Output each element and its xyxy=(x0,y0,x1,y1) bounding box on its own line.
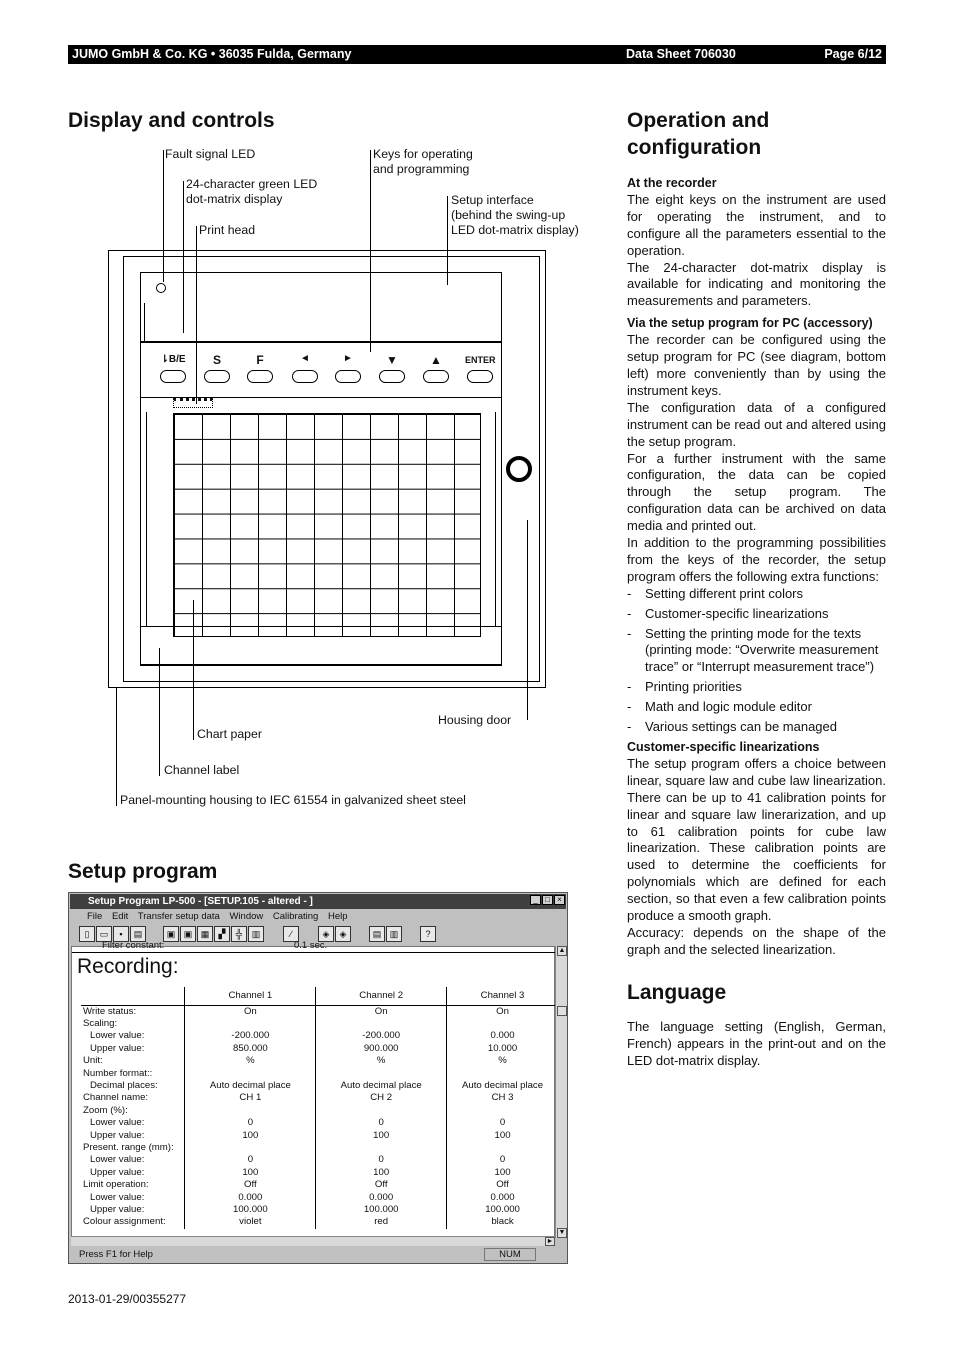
view-3-icon[interactable]: ▦ xyxy=(197,926,213,942)
row-label: Upper value: xyxy=(81,1043,185,1055)
subheading-recorder: At the recorder xyxy=(627,176,717,190)
table-row xyxy=(81,1142,559,1154)
transfer-from-icon[interactable]: ◈ xyxy=(335,926,351,942)
help-icon[interactable]: ? xyxy=(420,926,436,942)
cell-value: 100.000 xyxy=(316,1204,447,1216)
row-label: Colour assignment: xyxy=(81,1216,185,1228)
cell-value: 0 xyxy=(447,1117,559,1129)
cell-value xyxy=(185,1142,316,1154)
row-label: Decimal places: xyxy=(81,1080,185,1092)
label-keys-2: and programming xyxy=(373,162,470,176)
paragraph: The 24-character dot-matrix display is available for indicating and monitoring the measurements and parameters. xyxy=(627,259,886,309)
subheading-setup-pc: Via the setup program for PC (accessory) xyxy=(627,316,873,331)
datasheet-number: Data Sheet 706030 xyxy=(626,47,736,61)
recorder-diagram xyxy=(0,0,620,820)
menu-window[interactable]: Window xyxy=(229,911,264,922)
setup-program-window xyxy=(68,892,568,1264)
footer-docnumber: 2013-01-29/00355277 xyxy=(68,1292,187,1306)
cell-value: -200.000 xyxy=(316,1030,447,1042)
cell-value: Auto decimal place xyxy=(185,1080,316,1092)
cell-value: 0.000 xyxy=(447,1192,559,1204)
label-housing-door: Housing door xyxy=(438,713,512,727)
label-setup-2: (behind the swing-up xyxy=(451,208,566,222)
key-label-left: ◄ xyxy=(300,353,310,364)
cell-value: 0 xyxy=(316,1117,447,1129)
cell-value xyxy=(316,1068,447,1080)
table-row xyxy=(81,1192,559,1204)
paragraph: In addition to the programming possibilities from the keys of the recorder, the setup program offers the following extra functions: xyxy=(627,535,886,584)
cell-value: 100.000 xyxy=(185,1204,316,1216)
cutoff-value: 0.1 sec. xyxy=(294,940,328,951)
cell-value: 0 xyxy=(185,1117,316,1129)
table-icon[interactable]: ▥ xyxy=(248,926,264,942)
cell-value: violet xyxy=(185,1216,316,1228)
open-file-icon[interactable]: ▭ xyxy=(96,926,112,942)
cell-value: red xyxy=(316,1216,447,1228)
table-row xyxy=(81,1154,559,1166)
cell-value: 100 xyxy=(185,1130,316,1142)
subheading-linearizations: Customer-specific linearizations xyxy=(627,740,820,754)
menu-bar xyxy=(87,910,355,924)
cell-value: 100 xyxy=(316,1130,447,1142)
table-row xyxy=(81,1204,559,1216)
table-row xyxy=(81,1055,559,1067)
cell-value xyxy=(185,1068,316,1080)
status-help: Press F1 for Help xyxy=(79,1249,153,1260)
col-header xyxy=(81,987,185,1005)
menu-file[interactable]: File xyxy=(87,911,103,922)
scroll-right-icon[interactable]: ► xyxy=(546,1238,554,1245)
row-label: Lower value: xyxy=(81,1154,185,1166)
cell-value xyxy=(185,1105,316,1117)
cell-value: 0 xyxy=(316,1154,447,1166)
col-header: Channel 1 xyxy=(185,987,316,1005)
vertical-scrollbar[interactable] xyxy=(555,946,567,1238)
row-label: Lower value: xyxy=(81,1030,185,1042)
window-title: Setup Program LP-500 - [SETUP.105 - altered - ] xyxy=(88,896,313,907)
horizontal-scrollbar[interactable] xyxy=(71,1236,555,1246)
section-divider xyxy=(72,952,556,953)
label-dotmatrix-1: 24-character green LED xyxy=(186,177,318,191)
key-label-s: S xyxy=(212,353,221,367)
save-icon[interactable]: ▪ xyxy=(113,926,129,942)
paragraph: Accuracy: depends on the shape of the graph and the selected linearization. xyxy=(627,924,886,957)
label-print-head: Print head xyxy=(199,223,256,237)
fault-led xyxy=(156,283,166,293)
company-name: JUMO GmbH & Co. KG • 36035 Fulda, Germany xyxy=(72,47,352,61)
paragraph: The recorder can be configured using the setup program for PC (see diagram, bottom left) more conveniently than by using the instrument keys. xyxy=(627,332,886,398)
cell-value: 100 xyxy=(447,1130,559,1142)
keypad-panel xyxy=(140,342,502,398)
cell-value: 100 xyxy=(447,1167,559,1179)
operation-title-2: configuration xyxy=(627,136,762,159)
key-s xyxy=(204,370,230,383)
table-row xyxy=(81,1043,559,1055)
key-label-down: ▼ xyxy=(386,353,398,367)
document-area xyxy=(71,940,555,1238)
paragraph: The configuration data of a configured instrument can be read out and altered using the setup program. xyxy=(627,399,886,449)
table-row xyxy=(81,1167,559,1179)
status-bar xyxy=(71,1247,566,1262)
label-setup-3: LED dot-matrix display) xyxy=(451,223,579,237)
cell-value xyxy=(316,1142,447,1154)
cell-value: % xyxy=(185,1055,316,1067)
cell-value: 100 xyxy=(316,1167,447,1179)
cell-value: On xyxy=(447,1005,559,1018)
display-bracket xyxy=(144,303,184,343)
recording-table xyxy=(81,987,559,1229)
scroll-thumb[interactable] xyxy=(557,1006,567,1016)
cell-value: 100.000 xyxy=(447,1204,559,1216)
key-up xyxy=(423,370,449,383)
label-fault-led: Fault signal LED xyxy=(165,147,256,161)
cell-value xyxy=(447,1142,559,1154)
row-label: Present. range (mm): xyxy=(81,1142,185,1154)
cell-value: Auto decimal place xyxy=(447,1080,559,1092)
scroll-up-icon[interactable]: ▲ xyxy=(558,947,566,954)
print-head xyxy=(173,398,213,408)
label-setup-1: Setup interface xyxy=(451,193,534,207)
key-right xyxy=(335,370,361,383)
menu-edit[interactable]: Edit xyxy=(111,911,129,922)
operation-column xyxy=(627,175,886,1070)
chart-icon[interactable]: ▞ xyxy=(214,926,230,942)
window-titlebar xyxy=(70,894,566,909)
row-label: Unit: xyxy=(81,1055,185,1067)
paragraph: The eight keys on the instrument are used for operating the instrument, and to configure all the parameters essential to the operation. xyxy=(627,191,886,258)
table-row xyxy=(81,1080,559,1092)
view-1-icon[interactable]: ▣ xyxy=(163,926,179,942)
key-f xyxy=(247,370,273,383)
cell-value: -200.000 xyxy=(185,1030,316,1042)
cell-value xyxy=(316,1105,447,1117)
row-label: Upper value: xyxy=(81,1204,185,1216)
language-paragraph: The language setting (English, German, French) appears in the print-out and on the LED dot-matrix display. xyxy=(627,1018,886,1068)
key-left xyxy=(292,370,318,383)
scroll-down-icon[interactable]: ▼ xyxy=(558,1229,566,1236)
new-file-icon[interactable]: ▯ xyxy=(79,926,95,942)
key-label-up: ▲ xyxy=(430,353,442,367)
row-label: Write status: xyxy=(81,1005,185,1018)
module-icon[interactable]: ╬ xyxy=(231,926,247,942)
label-keys-1: Keys for operating xyxy=(373,147,473,161)
cell-value: % xyxy=(447,1055,559,1067)
table-row xyxy=(81,1105,559,1117)
cell-value: 0.000 xyxy=(447,1030,559,1042)
cell-value: % xyxy=(316,1055,447,1067)
cell-value: 0 xyxy=(447,1154,559,1166)
cutoff-label: Filter constant: xyxy=(102,940,165,951)
language-title: Language xyxy=(627,980,727,1004)
cell-value: Off xyxy=(447,1179,559,1191)
feature-list xyxy=(627,586,886,736)
display-title: Display and controls xyxy=(68,109,275,132)
display-panel xyxy=(140,272,502,342)
list-item: - Various settings can be managed xyxy=(627,719,886,736)
cell-value: Off xyxy=(185,1179,316,1191)
cell-value xyxy=(185,1018,316,1030)
section-heading: Recording: xyxy=(77,955,179,978)
key-label-f: F xyxy=(256,353,264,367)
cell-value xyxy=(447,1018,559,1030)
key-enter xyxy=(467,370,493,383)
label-channel: Channel label xyxy=(164,763,240,777)
cell-value xyxy=(447,1068,559,1080)
table-body xyxy=(81,1005,559,1229)
operation-title-1: Operation and xyxy=(627,109,770,132)
key-label-right: ► xyxy=(343,353,353,364)
table-row xyxy=(81,1005,559,1018)
row-label: Number format:: xyxy=(81,1068,185,1080)
door-knob xyxy=(506,456,532,482)
transfer-to-icon[interactable]: ◈ xyxy=(318,926,334,942)
cell-value xyxy=(316,1018,447,1030)
minimize-button[interactable]: _ xyxy=(530,895,541,905)
cell-value: On xyxy=(316,1005,447,1018)
cell-value: 0.000 xyxy=(185,1192,316,1204)
view-2-icon[interactable]: ▣ xyxy=(180,926,196,942)
cell-value: On xyxy=(185,1005,316,1018)
row-label: Channel name: xyxy=(81,1092,185,1104)
leader-panel xyxy=(116,688,117,806)
label-chart-paper: Chart paper xyxy=(197,727,262,741)
cell-value: Off xyxy=(316,1179,447,1191)
table-row xyxy=(81,1130,559,1142)
menu-calibrating[interactable]: Calibrating xyxy=(272,911,319,922)
list-item: - Customer-specific linearizations xyxy=(627,606,886,623)
table-row xyxy=(81,1179,559,1191)
setup-title: Setup program xyxy=(68,860,218,883)
cell-value: CH 2 xyxy=(316,1092,447,1104)
table-row xyxy=(81,1092,559,1104)
maximize-button[interactable]: □ xyxy=(542,895,553,905)
menu-transfer[interactable]: Transfer setup data xyxy=(137,911,220,922)
window-cascade-icon[interactable]: ▤ xyxy=(369,926,385,942)
row-label: Upper value: xyxy=(81,1167,185,1179)
list-item: - Setting the printing mode for the texts (printing mode: “Overwrite measurement trace” or “Interrupt measurement trace”) xyxy=(627,626,886,677)
row-label: Lower value: xyxy=(81,1192,185,1204)
list-item: - Setting different print colors xyxy=(627,586,886,603)
key-label-be: ⇂B/E xyxy=(160,354,186,365)
cell-value: CH 3 xyxy=(447,1092,559,1104)
cell-value xyxy=(447,1105,559,1117)
close-button[interactable]: × xyxy=(554,895,565,905)
label-dotmatrix-2: dot-matrix display xyxy=(186,192,283,206)
chart-paper-grid xyxy=(173,413,481,637)
table-row xyxy=(81,1117,559,1129)
col-header: Channel 2 xyxy=(316,987,447,1005)
cell-value: 10.000 xyxy=(447,1043,559,1055)
window-tile-icon[interactable]: ▥ xyxy=(386,926,402,942)
table-row xyxy=(81,1018,559,1030)
cell-value: 0 xyxy=(185,1154,316,1166)
menu-help[interactable]: Help xyxy=(327,911,348,922)
status-num: NUM xyxy=(484,1248,536,1261)
edit-pen-icon[interactable]: ∕ xyxy=(283,926,299,942)
paragraph: For a further instrument with the same configuration, the data can be copied through the setup program. The configuration data can be archived on data media and printed out. xyxy=(627,450,886,534)
key-down xyxy=(379,370,405,383)
row-label: Lower value: xyxy=(81,1117,185,1129)
table-row xyxy=(81,1216,559,1228)
row-label: Upper value: xyxy=(81,1130,185,1142)
label-panel-housing: Panel-mounting housing to IEC 61554 in galvanized sheet steel xyxy=(120,793,466,807)
table-row xyxy=(81,1030,559,1042)
col-header: Channel 3 xyxy=(447,987,559,1005)
cell-value: 0.000 xyxy=(316,1192,447,1204)
list-item: - Math and logic module editor xyxy=(627,699,886,716)
list-item: - Printing priorities xyxy=(627,679,886,696)
print-icon[interactable]: ▤ xyxy=(130,926,146,942)
cell-value: black xyxy=(447,1216,559,1228)
table-row xyxy=(81,1068,559,1080)
row-label: Limit operation: xyxy=(81,1179,185,1191)
key-label-enter: ENTER xyxy=(465,355,496,365)
cell-value: 100 xyxy=(185,1167,316,1179)
row-label: Scaling: xyxy=(81,1018,185,1030)
cell-value: 900.000 xyxy=(316,1043,447,1055)
cell-value: Auto decimal place xyxy=(316,1080,447,1092)
paragraph: The setup program offers a choice between linear, square law and cube law linearization. There can be up to 41 calibration points for linear and square law linerarization, and up to 61 calibration points for cube law linearization. These calibration points are used to determine the coefficients for polynomials which are defined for each section, so that even a few calibration points produce a smooth graph. xyxy=(627,755,886,924)
cell-value: 850.000 xyxy=(185,1043,316,1055)
key-be xyxy=(160,370,186,383)
page-number: Page 6/12 xyxy=(824,47,882,61)
cell-value: CH 1 xyxy=(185,1092,316,1104)
row-label: Zoom (%): xyxy=(81,1105,185,1117)
